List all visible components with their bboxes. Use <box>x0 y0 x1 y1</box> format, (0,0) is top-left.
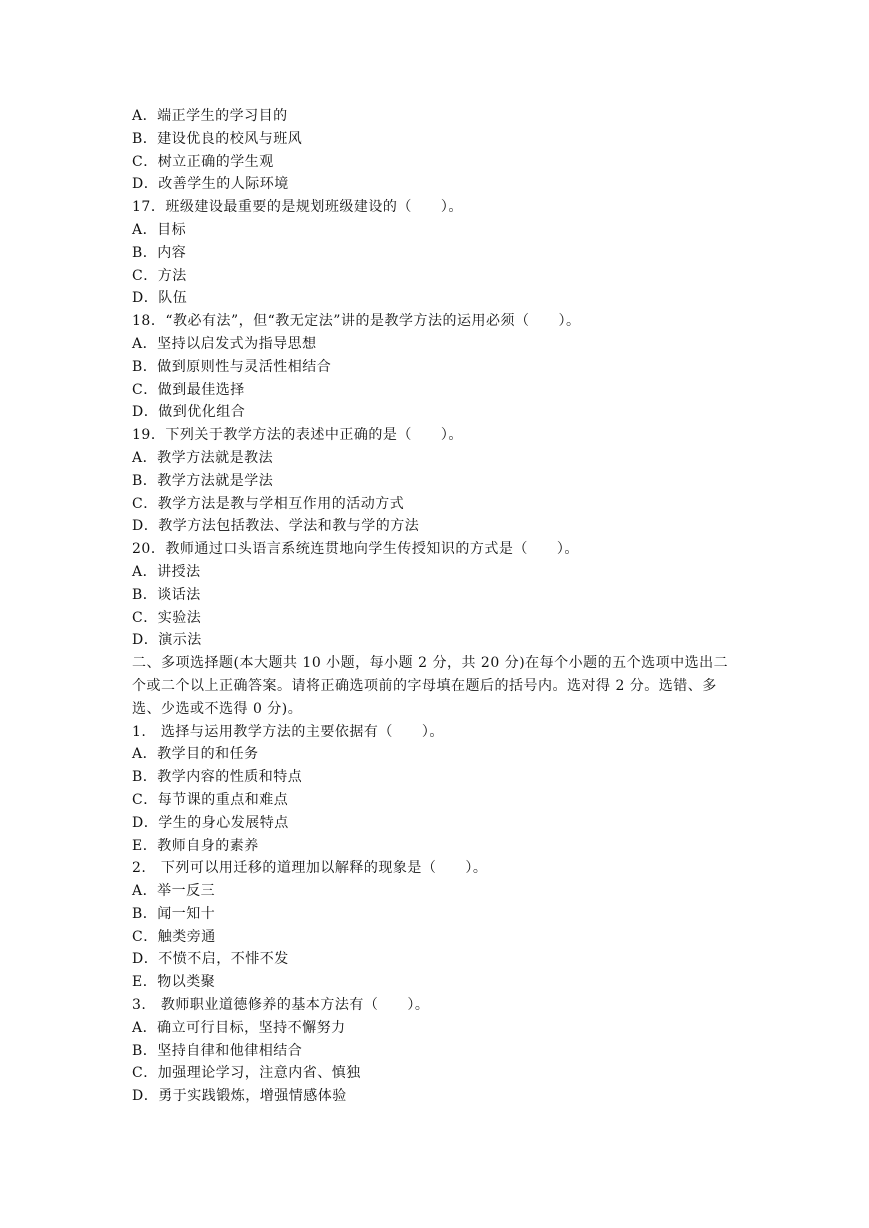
option-line: D．做到优化组合 <box>132 404 246 421</box>
section-header-line: 选、少选或不选得 0 分)。 <box>132 700 303 717</box>
option-line: C．每节课的重点和难点 <box>132 791 289 808</box>
section-header-line: 二、多项选择题(本大题共 10 小题，每小题 2 分，共 20 分)在每个小题的五个选项中选出二 <box>132 655 729 672</box>
option-line: C．加强理论学习，注意内省、慎独 <box>132 1065 361 1082</box>
section-2-header <box>132 652 742 720</box>
option-line: B．谈话法 <box>132 586 201 603</box>
option-line: D．改善学生的人际环境 <box>132 176 289 193</box>
option-line: B．教学内容的性质和特点 <box>132 769 303 786</box>
option-line: E．教师自身的素养 <box>132 837 259 854</box>
multi-question-3 <box>132 994 742 1108</box>
option-line: C．做到最佳选择 <box>132 381 245 398</box>
option-line: A．讲授法 <box>132 563 201 580</box>
question-19 <box>132 424 742 538</box>
option-line: A．教学方法就是教法 <box>132 449 274 466</box>
question-stem: 2. 下列可以用迁移的道理加以解释的现象是（ ）。 <box>132 860 488 877</box>
question-18 <box>132 310 742 424</box>
question-17 <box>132 196 742 310</box>
question-stem: 17．班级建设最重要的是规划班级建设的（ ）。 <box>132 199 463 216</box>
document-page <box>132 105 742 1108</box>
option-line: E．物以类聚 <box>132 974 216 991</box>
option-line: D．不愤不启，不悱不发 <box>132 951 289 968</box>
option-line: C．触类旁通 <box>132 928 216 945</box>
question-stem: 19．下列关于教学方法的表述中正确的是（ ）。 <box>132 427 463 444</box>
option-line: B．做到原则性与灵活性相结合 <box>132 358 332 375</box>
option-line: C．树立正确的学生观 <box>132 153 274 170</box>
option-line: A．端正学生的学习目的 <box>132 108 288 124</box>
option-line: A．确立可行目标，坚持不懈努力 <box>132 1019 346 1036</box>
option-line: D．演示法 <box>132 632 202 649</box>
option-line: A．坚持以启发式为指导思想 <box>132 335 317 352</box>
option-line: D．教学方法包括教法、学法和教与学的方法 <box>132 518 420 535</box>
question-16-options <box>132 105 742 196</box>
question-20 <box>132 538 742 652</box>
option-line: B．闻一知十 <box>132 905 216 922</box>
option-line: D．队伍 <box>132 290 188 307</box>
option-line: B．建设优良的校风与班风 <box>132 130 303 147</box>
option-line: B．内容 <box>132 244 187 261</box>
question-stem: 3. 教师职业道德修养的基本方法有（ ）。 <box>132 997 430 1014</box>
option-line: C．教学方法是教与学相互作用的活动方式 <box>132 495 405 512</box>
option-line: A．举一反三 <box>132 883 216 900</box>
option-line: D．学生的身心发展特点 <box>132 814 289 831</box>
option-line: A．教学目的和任务 <box>132 746 259 763</box>
multi-question-2 <box>132 857 742 994</box>
question-stem: 18．“教必有法”，但“教无定法”讲的是教学方法的运用必须（ ）。 <box>132 313 581 330</box>
multi-question-1 <box>132 721 742 858</box>
section-header-line: 个或二个以上正确答案。请将正确选项前的字母填在题后的括号内。选对得 2 分。选错、多 <box>132 677 717 694</box>
option-line: B．教学方法就是学法 <box>132 472 274 489</box>
option-line: A．目标 <box>132 221 187 238</box>
option-line: C．实验法 <box>132 609 202 626</box>
option-line: C．方法 <box>132 267 187 284</box>
option-line: D．勇于实践锻炼，增强情感体验 <box>132 1088 347 1105</box>
question-stem: 1. 选择与运用教学方法的主要依据有（ ）。 <box>132 723 444 740</box>
question-stem: 20．教师通过口头语言系统连贯地向学生传授知识的方式是（ ）。 <box>132 541 579 558</box>
option-line: B．坚持自律和他律相结合 <box>132 1042 303 1059</box>
